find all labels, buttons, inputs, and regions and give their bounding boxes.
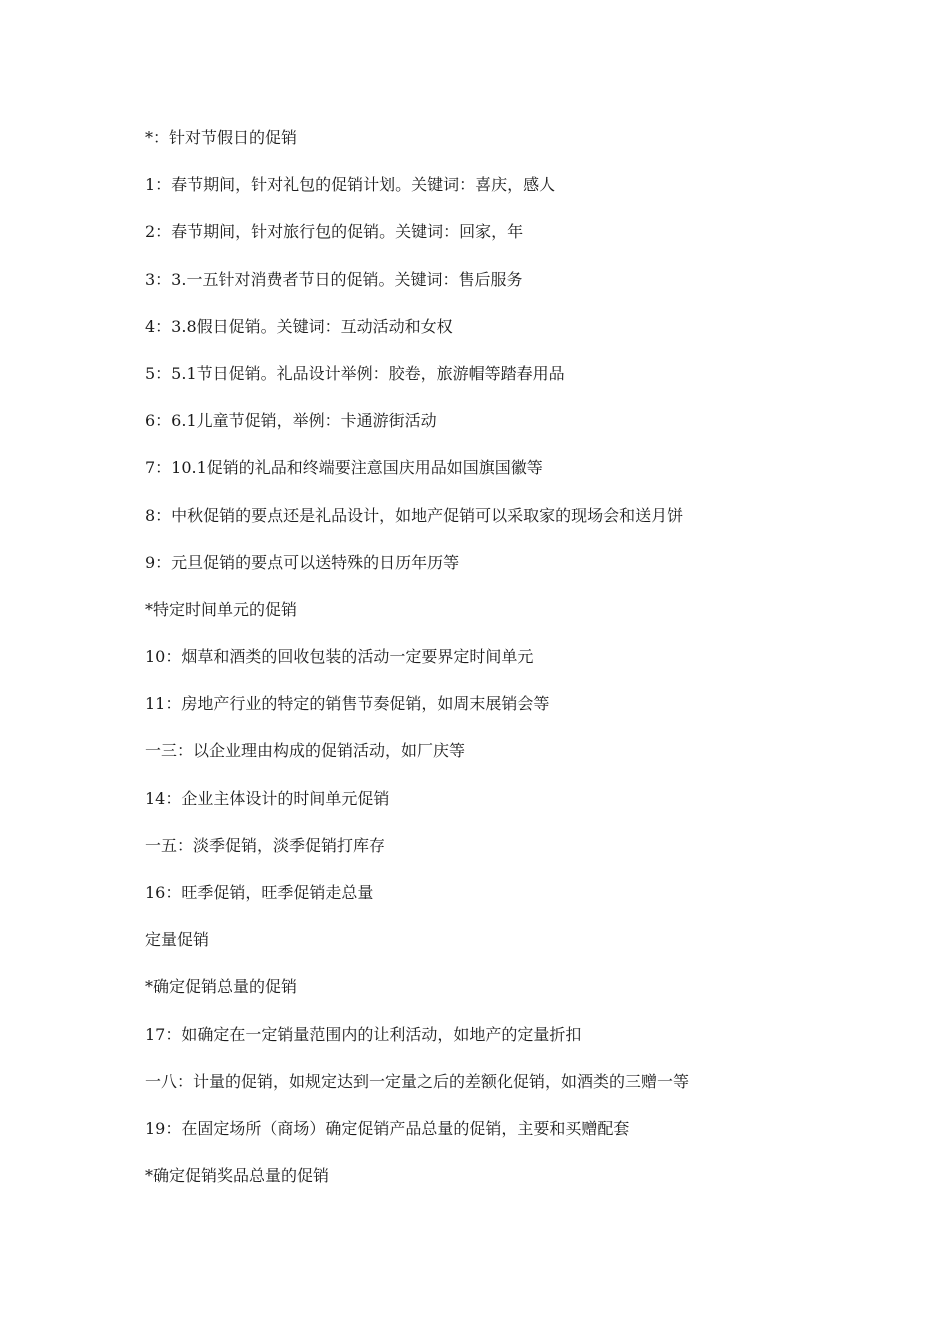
text-line: *确定促销总量的促销 — [145, 977, 298, 997]
text-line: 10：烟草和酒类的回收包装的活动一定要界定时间单元 — [145, 647, 534, 667]
text-line: 一五：淡季促销，淡季促销打库存 — [145, 835, 386, 855]
text-line: 2：春节期间，针对旅行包的促销。关键词：回家，年 — [145, 222, 524, 242]
text-line: 19：在固定场所（商场）确定促销产品总量的促销，主要和买赠配套 — [145, 1118, 630, 1138]
text-line: 11：房地产行业的特定的销售节奏促销，如周末展销会等 — [145, 694, 550, 714]
text-line: *确定促销奖品总量的促销 — [145, 1166, 330, 1186]
text-line: 1：春节期间，针对礼包的促销计划。关键词：喜庆，感人 — [145, 175, 556, 195]
text-line: 4：3.8假日促销。关键词：互动活动和女权 — [145, 316, 453, 336]
text-line: 3：3.一五针对消费者节日的促销。关键词：售后服务 — [145, 269, 523, 289]
text-line: *特定时间单元的促销 — [145, 599, 298, 619]
text-line: 6：6.1儿童节促销，举例：卡通游街活动 — [145, 411, 437, 431]
text-line: 16：旺季促销，旺季促销走总量 — [145, 883, 374, 902]
text-line: 一三：以企业理由构成的促销活动，如厂庆等 — [145, 741, 466, 761]
document-body — [145, 126, 905, 1211]
text-line: 定量促销 — [145, 930, 210, 950]
text-line: 7：10.1促销的礼品和终端要注意国庆用品如国旗国徽等 — [145, 458, 543, 478]
text-line: 14：企业主体设计的时间单元促销 — [145, 788, 390, 808]
text-line: 8：中秋促销的要点还是礼品设计，如地产促销可以采取家的现场会和送月饼 — [145, 505, 684, 525]
text-line: 5：5.1节日促销。礼品设计举例：胶卷，旅游帽等踏春用品 — [145, 363, 565, 383]
text-line: *：针对节假日的促销 — [145, 128, 298, 147]
text-line: 17：如确定在一定销量范围内的让利活动，如地产的定量折扣 — [145, 1024, 582, 1044]
text-line: 9：元旦促销的要点可以送特殊的日历年历等 — [145, 552, 460, 572]
text-line: 一八：计量的促销，如规定达到一定量之后的差额化促销，如酒类的三赠一等 — [145, 1071, 690, 1091]
